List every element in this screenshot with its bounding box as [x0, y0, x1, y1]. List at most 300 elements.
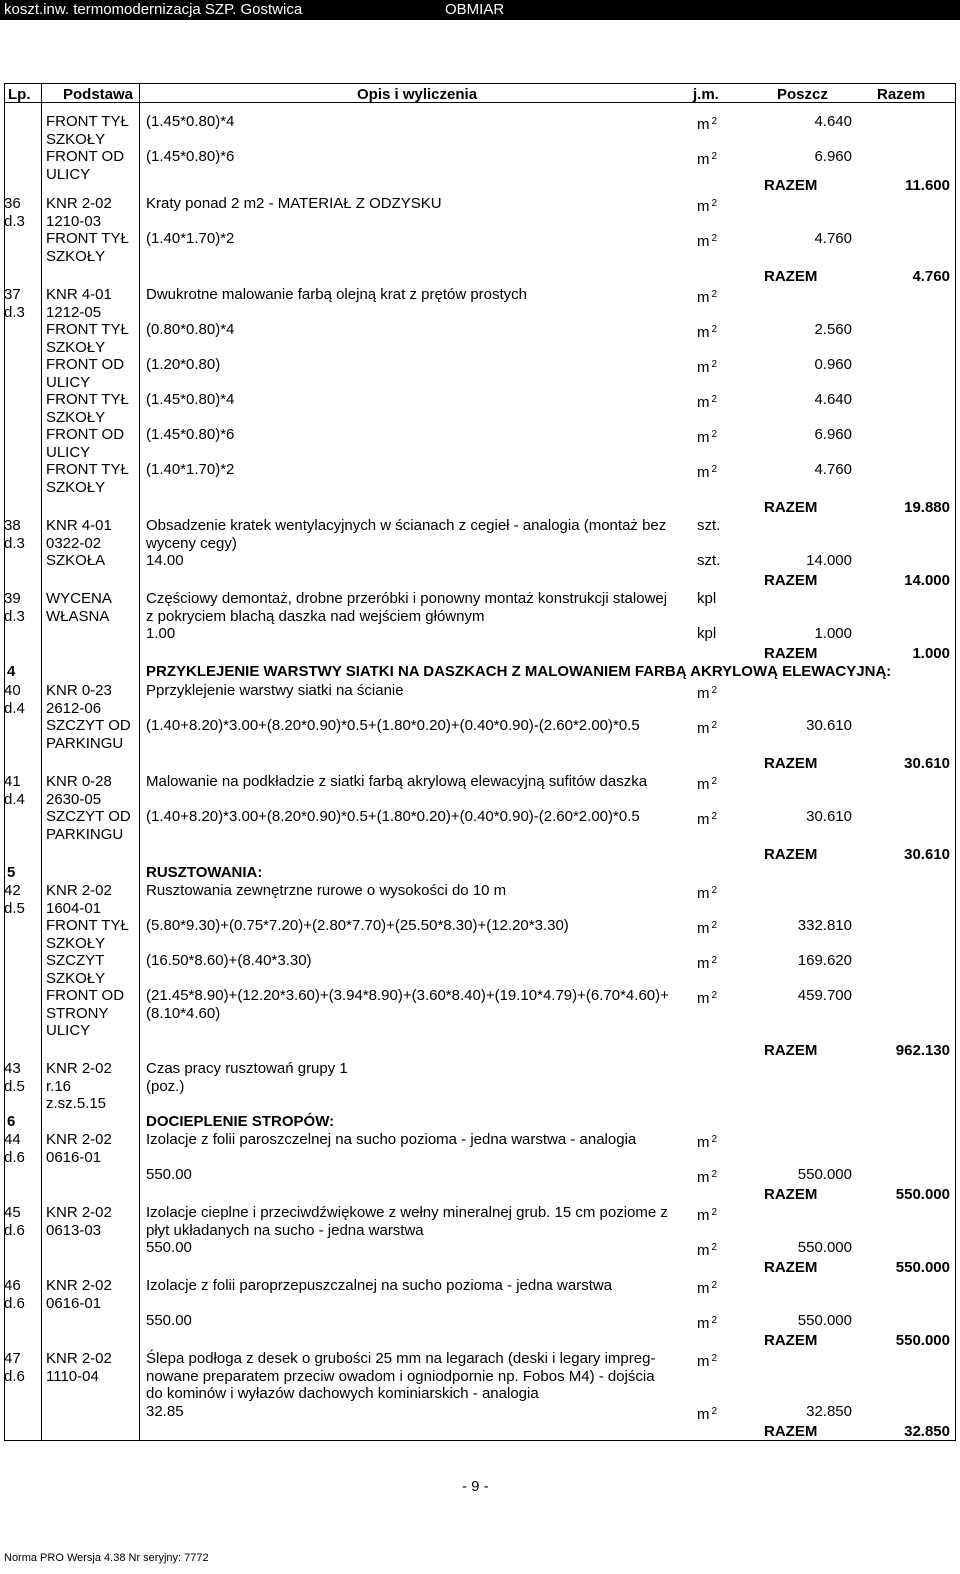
item-basis-line: KNR 2-02: [46, 1204, 112, 1221]
razem-value: 30.610: [904, 755, 950, 772]
unit-exponent: 2: [711, 1207, 718, 1218]
unit-text: m: [697, 955, 710, 972]
item-quantity: 4.760: [814, 230, 852, 247]
item-unit: [697, 1277, 717, 1297]
item-quantity: 459.700: [797, 987, 852, 1004]
item-description: [146, 1060, 348, 1095]
item-quantity: 4.640: [814, 113, 852, 130]
item-basis-line: SZKOŁY: [46, 408, 106, 426]
col-header-podstawa: Podstawa: [63, 86, 134, 103]
item-basis-line: 1110-04: [46, 1367, 99, 1385]
razem-label: RAZEM: [764, 1042, 818, 1059]
item-basis-line: SZKOŁY: [46, 247, 106, 265]
item-basis-line: FRONT OD: [46, 148, 125, 165]
item-number-line: 38: [4, 517, 21, 534]
item-unit: [697, 113, 717, 133]
unit-text: m: [697, 1169, 710, 1186]
item-basis: [46, 1204, 112, 1239]
unit-text: m: [697, 776, 710, 793]
item-description-line: Pprzyklejenie warstwy siatki na ścianie: [146, 682, 404, 699]
item-description-line: 550.00: [146, 1312, 192, 1329]
unit-exponent: 2: [711, 1405, 718, 1417]
item-unit: [697, 590, 716, 607]
item-description: [146, 987, 669, 1022]
item-description-line: (5.80*9.30)+(0.75*7.20)+(2.80*7.70)+(25.50*8.30)+(12.20*3.30): [146, 917, 569, 934]
col-header-poszcz: Poszcz: [777, 86, 828, 103]
razem-value: 11.600: [904, 177, 950, 194]
item-description-line: (21.45*8.90)+(12.20*3.60)+(3.94*8.90)+(3.60*8.40)+(19.10*4.79)+(6.70*4.60)+: [146, 987, 669, 1004]
item-number: [4, 590, 25, 625]
item-description-line: do kominów i wyłazów dachowych kominiarskich - analogia: [146, 1385, 539, 1402]
unit-text: m: [697, 1242, 710, 1259]
item-basis: [46, 882, 112, 917]
item-basis: [46, 682, 112, 717]
item-number: [4, 1060, 25, 1095]
item-basis: [46, 987, 124, 1040]
item-description: [146, 1166, 192, 1184]
unit-text: m: [697, 324, 710, 341]
item-number-line: 40: [4, 682, 21, 699]
razem-label: RAZEM: [764, 177, 818, 194]
item-basis-line: 0613-03: [46, 1221, 102, 1239]
item-description: [146, 917, 569, 935]
razem-label: RAZEM: [764, 755, 818, 772]
item-description: [146, 148, 234, 166]
item-basis-line: WŁASNA: [46, 607, 110, 625]
razem-value: 1.000: [912, 645, 950, 662]
item-number-line: d.4: [4, 699, 25, 717]
item-unit: [697, 882, 717, 902]
item-description: [146, 882, 506, 900]
item-description: [146, 356, 220, 374]
item-description-line: (1.45*0.80)*4: [146, 391, 235, 408]
item-description: [146, 461, 234, 479]
item-unit: [697, 1166, 717, 1186]
item-basis: [46, 1277, 112, 1312]
item-basis: [46, 717, 131, 752]
item-number: [4, 286, 25, 321]
item-number-line: d.3: [4, 534, 25, 552]
item-unit: [697, 917, 717, 937]
razem-label: RAZEM: [764, 499, 818, 516]
item-basis: [46, 148, 124, 183]
item-description: [146, 517, 666, 570]
item-basis-line: SZKOŁY: [46, 338, 106, 356]
item-description: [146, 1312, 192, 1330]
razem-value: 4.760: [912, 268, 950, 285]
item-basis-line: ULICY: [46, 373, 91, 391]
item-unit: [697, 286, 717, 306]
item-basis-line: KNR 4-01: [46, 517, 112, 534]
item-unit: [697, 461, 717, 481]
item-basis: [46, 356, 124, 391]
item-basis-line: KNR 2-02: [46, 1131, 112, 1148]
item-description: [146, 286, 527, 304]
item-description-line: (1.20*0.80): [146, 356, 221, 373]
item-basis-line: r.16: [46, 1077, 72, 1095]
unit-text: m: [697, 720, 710, 737]
unit-text: m: [697, 464, 710, 481]
item-description-line: 32.85: [146, 1402, 184, 1420]
unit-text: szt.: [697, 552, 721, 569]
item-number-line: d.4: [4, 790, 25, 808]
item-basis: [46, 286, 112, 321]
unit-text: m: [697, 429, 710, 446]
item-basis: [46, 917, 129, 952]
item-description: [146, 773, 647, 791]
item-number: [4, 195, 25, 230]
item-basis-line: 2630-05: [46, 790, 102, 808]
item-basis-line: SZCZYT: [46, 952, 105, 969]
item-basis-line: FRONT OD: [46, 356, 125, 373]
unit-text: m: [697, 233, 710, 250]
item-basis-line: 0616-01: [46, 1148, 102, 1166]
unit-text: m: [697, 1315, 710, 1332]
item-description-line: Izolacje z folii paroszczelnej na sucho pozioma - jedna warstwa - analogia: [146, 1131, 637, 1148]
document-title: koszt.inw. termomodernizacja SZP. Gostwica: [4, 1, 303, 18]
unit-exponent: 2: [711, 151, 718, 162]
section-title: RUSZTOWANIA:: [146, 864, 263, 881]
item-basis-line: STRONY: [46, 1004, 109, 1022]
unit-text: m: [697, 1405, 710, 1423]
item-basis-line: 2612-06: [46, 699, 102, 717]
item-basis-line: KNR 2-02: [46, 1350, 112, 1367]
razem-label: RAZEM: [764, 846, 818, 863]
item-basis-line: KNR 0-23: [46, 682, 112, 699]
item-number-line: 47: [4, 1350, 21, 1367]
item-description-line: Kraty ponad 2 m2 - MATERIAŁ Z ODZYSKU: [146, 195, 442, 212]
razem-value: 30.610: [904, 846, 950, 863]
item-basis: [46, 195, 112, 230]
item-basis-line: FRONT TYŁ: [46, 391, 129, 408]
item-unit: [697, 1204, 717, 1224]
item-basis-line: SZKOŁY: [46, 478, 106, 496]
item-description-line: (0.80*0.80)*4: [146, 321, 235, 338]
item-description-line: 14.00: [146, 552, 184, 569]
razem-label: RAZEM: [764, 572, 818, 589]
item-description-line: (1.45*0.80)*6: [146, 426, 235, 443]
item-description-line: nowane preparatem przeciw owadom i ogniodpornie np. Fobos M4) - dojścia: [146, 1367, 655, 1385]
item-description: [146, 1131, 636, 1149]
item-unit: [697, 717, 717, 737]
item-quantity: 4.640: [814, 391, 852, 408]
item-basis-line: FRONT TYŁ: [46, 917, 129, 934]
item-number-line: d.6: [4, 1294, 25, 1312]
unit-exponent: 2: [711, 429, 718, 440]
item-description: [146, 391, 234, 409]
unit-exponent: 2: [711, 233, 718, 244]
item-basis-line: 1210-03: [46, 212, 102, 230]
item-unit: [697, 1239, 717, 1259]
item-number-line: 42: [4, 882, 21, 899]
unit-text: m: [697, 990, 710, 1007]
col-header-opis: Opis i wyliczenia: [357, 86, 478, 103]
item-unit: [697, 230, 717, 250]
unit-text: m: [697, 394, 710, 411]
item-basis-line: FRONT OD: [46, 987, 125, 1004]
unit-text: m: [697, 198, 710, 215]
razem-value: 14.000: [904, 572, 950, 589]
item-unit: [697, 321, 717, 341]
item-quantity: 169.620: [797, 952, 852, 969]
unit-exponent: 2: [711, 324, 718, 335]
item-description-line: 550.00: [146, 1239, 192, 1256]
unit-text: m: [697, 151, 710, 168]
unit-text: m: [697, 920, 710, 937]
item-basis-line: 1212-05: [46, 303, 102, 321]
item-number: [4, 1204, 25, 1239]
razem-value: 550.000: [895, 1259, 950, 1276]
item-basis-line: z.sz.5.15: [46, 1095, 107, 1112]
item-unit: [697, 195, 717, 215]
item-number-line: d.3: [4, 607, 25, 625]
razem-value: 550.000: [895, 1186, 950, 1203]
item-basis: [46, 517, 112, 570]
unit-exponent: 2: [711, 885, 718, 896]
item-basis-line: SZCZYT OD: [46, 717, 131, 734]
item-basis-line: KNR 4-01: [46, 286, 112, 303]
item-description-line: 1.00: [146, 625, 176, 642]
section-number: 4: [7, 663, 16, 680]
item-quantity: 2.560: [814, 321, 852, 338]
item-basis: [46, 808, 131, 843]
unit-text: m: [697, 1207, 710, 1224]
item-number: [4, 1277, 25, 1312]
unit-exponent: 2: [711, 811, 718, 822]
item-description: [146, 590, 667, 643]
item-basis-line: FRONT TYŁ: [46, 230, 129, 247]
item-basis-line: FRONT TYŁ: [46, 321, 129, 338]
item-basis-line: SZCZYT OD: [46, 808, 131, 825]
item-basis-line: KNR 2-02: [46, 195, 112, 212]
item-quantity: 6.960: [814, 148, 852, 165]
unit-exponent: 2: [711, 920, 718, 931]
item-description-line: 550.00: [146, 1166, 192, 1183]
item-description: [146, 230, 234, 248]
unit-text: m: [697, 1134, 710, 1151]
item-description-line: Obsadzenie kratek wentylacyjnych w ścianach z cegieł - analogia (montaż bez: [146, 517, 667, 534]
item-unit: [697, 552, 720, 569]
unit-exponent: 2: [711, 990, 718, 1001]
unit-text: m: [697, 359, 710, 376]
unit-exponent: 2: [711, 464, 718, 475]
item-unit: [697, 1350, 717, 1370]
razem-label: RAZEM: [764, 1186, 818, 1203]
item-unit: [697, 148, 717, 168]
item-basis-line: ULICY: [46, 165, 91, 183]
page-number: - 9 -: [462, 1478, 489, 1495]
item-basis-line: SZKOŁY: [46, 934, 106, 952]
item-quantity: 4.760: [814, 461, 852, 478]
item-basis-line: WYCENA: [46, 590, 112, 607]
unit-exponent: 2: [711, 1169, 718, 1180]
unit-exponent: 2: [711, 1353, 718, 1364]
unit-exponent: 2: [711, 1134, 718, 1145]
unit-exponent: 2: [711, 198, 718, 209]
item-number: [4, 773, 25, 808]
unit-exponent: 2: [711, 685, 718, 696]
item-description: [146, 195, 442, 213]
item-basis-line: 0322-02: [46, 534, 102, 552]
unit-exponent: 2: [711, 394, 718, 405]
section-title: OBMIAR: [445, 1, 505, 18]
unit-exponent: 2: [711, 359, 718, 370]
item-description: [146, 1277, 612, 1295]
item-description: [146, 952, 312, 970]
section-title: DOCIEPLENIE STROPÓW:: [146, 1113, 335, 1130]
unit-exponent: 2: [711, 289, 718, 300]
item-description-line: Dwukrotne malowanie farbą olejną krat z prętów prostych: [146, 286, 528, 303]
item-quantity: 30.610: [806, 808, 852, 825]
unit-exponent: 2: [711, 1315, 718, 1326]
unit-text: m: [697, 811, 710, 828]
item-basis-line: PARKINGU: [46, 825, 124, 843]
item-number-line: d.3: [4, 303, 25, 321]
razem-value: 19.880: [904, 499, 950, 516]
unit-exponent: 2: [711, 776, 718, 787]
item-description: [146, 426, 234, 444]
item-basis-line: PARKINGU: [46, 734, 124, 752]
unit-text: szt.: [697, 517, 721, 534]
item-number-line: 46: [4, 1277, 21, 1294]
item-basis-line: 0616-01: [46, 1294, 102, 1312]
razem-label: RAZEM: [764, 1423, 818, 1440]
item-description-line: (1.40+8.20)*3.00+(8.20*0.90)*0.5+(1.80*0.20)+(0.40*0.90)-(2.60*2.00)*0.5: [146, 808, 640, 825]
item-basis: [46, 1131, 112, 1166]
item-basis: [46, 426, 124, 461]
item-description-line: (16.50*8.60)+(8.40*3.30): [146, 952, 312, 969]
item-description-line: Izolacje z folii paroprzepuszczalnej na sucho pozioma - jedna warstwa: [146, 1277, 613, 1294]
item-unit: [697, 952, 717, 972]
unit-exponent: 2: [711, 1242, 718, 1253]
item-quantity: 1.000: [814, 625, 852, 642]
unit-text: kpl: [697, 625, 717, 642]
item-number: [4, 882, 25, 917]
item-quantity: 30.610: [806, 717, 852, 734]
item-basis-line: KNR 2-02: [46, 1060, 112, 1077]
item-description-line: Izolacje cieplne i przeciwdźwiękowe z wełny mineralnej grub. 15 cm poziome z: [146, 1204, 668, 1221]
item-unit: [697, 773, 717, 793]
item-quantity: 14.000: [806, 552, 852, 569]
item-description-line: Malowanie na podkładzie z siatki farbą akrylową elewacyjną sufitów daszka: [146, 773, 648, 790]
item-quantity: 332.810: [797, 917, 852, 934]
item-description: [146, 1204, 668, 1257]
item-description-line: Ślepa podłoga z desek o grubości 25 mm na legarach (deski i legary impreg-: [146, 1350, 656, 1367]
razem-label: RAZEM: [764, 645, 818, 662]
item-basis: [46, 952, 105, 987]
unit-exponent: 2: [711, 116, 718, 127]
col-header-lp: Lp.: [8, 86, 31, 103]
unit-exponent: 2: [711, 955, 718, 966]
item-basis-line: KNR 0-28: [46, 773, 112, 790]
col-header-razem: Razem: [877, 86, 926, 103]
razem-value: 962.130: [895, 1042, 950, 1059]
item-basis: [46, 230, 129, 265]
unit-exponent: 2: [711, 720, 718, 731]
software-info: Norma PRO Wersja 4.38 Nr seryjny: 7772: [4, 1552, 209, 1564]
item-basis-line: SZKOŁY: [46, 130, 106, 148]
item-description: [146, 113, 234, 131]
item-description-line: (1.40*1.70)*2: [146, 230, 235, 247]
item-number-line: d.3: [4, 212, 25, 230]
item-number-line: d.6: [4, 1148, 25, 1166]
item-number-line: 39: [4, 590, 21, 607]
unit-text: m: [697, 685, 710, 702]
item-description-line: z pokryciem blachą daszka nad wejściem głównym: [146, 607, 485, 625]
razem-value: 32.850: [904, 1423, 950, 1440]
unit-text: m: [697, 1353, 710, 1370]
unit-exponent: 2: [711, 1280, 718, 1291]
item-description-line: wyceny cegy): [146, 534, 237, 552]
item-number-line: 37: [4, 286, 21, 303]
item-description: [146, 808, 640, 826]
item-basis-line: KNR 2-02: [46, 1277, 112, 1294]
item-basis-line: ULICY: [46, 1022, 91, 1039]
item-description: [146, 1350, 655, 1420]
item-unit: [697, 517, 720, 534]
item-unit: [697, 1312, 717, 1332]
item-number: [4, 517, 25, 552]
item-unit: [697, 682, 717, 702]
item-basis: [46, 590, 112, 625]
item-basis: [46, 1350, 112, 1385]
item-quantity: 550.000: [797, 1312, 852, 1329]
item-number: [4, 682, 25, 717]
item-description: [146, 321, 234, 339]
unit-text: m: [697, 1280, 710, 1297]
item-basis-line: FRONT TYŁ: [46, 113, 129, 130]
item-description-line: Czas pracy rusztowań grupy 1: [146, 1060, 348, 1077]
item-description-line: (1.45*0.80)*6: [146, 148, 235, 165]
item-basis: [46, 321, 129, 356]
item-number-line: d.6: [4, 1367, 25, 1385]
item-description-line: (1.40*1.70)*2: [146, 461, 235, 478]
item-basis-line: 1604-01: [46, 899, 102, 917]
razem-value: 550.000: [895, 1332, 950, 1349]
item-number-line: 44: [4, 1131, 21, 1148]
item-description-line: (1.40+8.20)*3.00+(8.20*0.90)*0.5+(1.80*0.20)+(0.40*0.90)-(2.60*2.00)*0.5: [146, 717, 640, 734]
item-description-line: (poz.): [146, 1077, 185, 1095]
item-basis: [46, 113, 129, 148]
section-number: 6: [7, 1113, 16, 1130]
item-description-line: płyt układanych na sucho - jedna warstwa: [146, 1221, 424, 1239]
item-basis-line: ULICY: [46, 443, 91, 461]
razem-label: RAZEM: [764, 1259, 818, 1276]
table-body: [4, 0, 956, 1450]
item-unit: [697, 356, 717, 376]
item-description-line: Rusztowania zewnętrzne rurowe o wysokości do 10 m: [146, 882, 507, 899]
razem-label: RAZEM: [764, 268, 818, 285]
item-quantity: 550.000: [797, 1239, 852, 1256]
unit-text: m: [697, 116, 710, 133]
item-basis: [46, 461, 129, 496]
item-basis-line: FRONT TYŁ: [46, 461, 129, 478]
item-description: [146, 682, 404, 700]
item-unit: [697, 391, 717, 411]
item-basis: [46, 773, 112, 808]
unit-text: kpl: [697, 590, 717, 607]
section-title: PRZYKLEJENIE WARSTWY SIATKI NA DASZKACH Z MALOWANIEM FARBĄ AKRYLOWĄ ELEWACYJNĄ:: [146, 663, 892, 680]
item-basis: [46, 1060, 112, 1113]
item-unit: [697, 426, 717, 446]
item-number-line: 43: [4, 1060, 21, 1077]
item-number-line: 36: [4, 195, 21, 212]
item-basis-line: KNR 2-02: [46, 882, 112, 899]
item-number: [4, 1131, 25, 1166]
item-quantity: 550.000: [797, 1166, 852, 1183]
unit-text: m: [697, 289, 710, 306]
item-unit: [697, 808, 717, 828]
